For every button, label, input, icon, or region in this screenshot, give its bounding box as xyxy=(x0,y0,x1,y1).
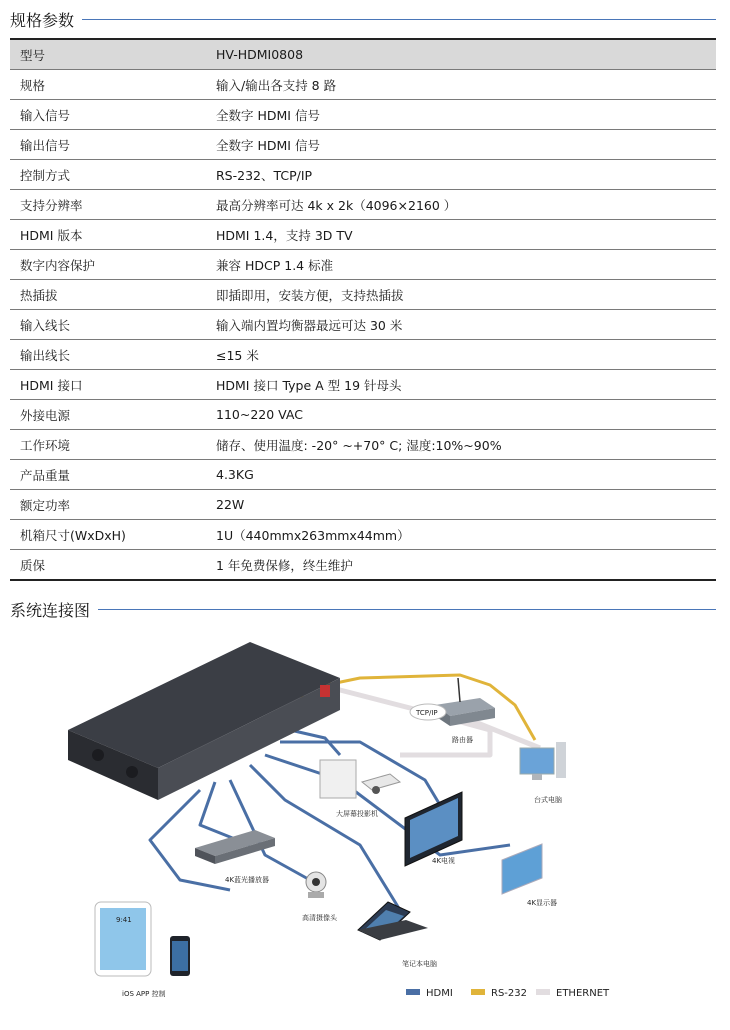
spec-key: 机箱尺寸(WxDxH) xyxy=(10,520,206,550)
spec-table-body xyxy=(10,39,716,580)
connection-section-header xyxy=(10,598,716,621)
spec-key: 额定功率 xyxy=(10,490,206,520)
bluray-label: 4K蓝光播放器 xyxy=(225,876,270,884)
spec-row xyxy=(10,550,716,581)
spec-value: HDMI 接口 Type A 型 19 针母头 xyxy=(206,370,716,400)
spec-key: 热插拔 xyxy=(10,280,206,310)
spec-value: 最高分辨率可达 4k x 2k（4096×2160 ） xyxy=(206,190,716,220)
spec-value: RS-232、TCP/IP xyxy=(206,160,716,190)
monitor-label: 4K显示器 xyxy=(527,899,558,907)
spec-key: HDMI 接口 xyxy=(10,370,206,400)
bluray-player xyxy=(195,830,275,884)
laptop xyxy=(358,902,437,968)
hd-camera xyxy=(302,872,338,922)
spec-key: 输出信号 xyxy=(10,130,206,160)
legend-swatch-hdmi xyxy=(406,989,420,995)
cable-legend xyxy=(406,988,610,999)
spec-value: 储存、使用温度: -20° ~+70° C; 湿度:10%~90% xyxy=(206,430,716,460)
ios-devices xyxy=(95,902,190,998)
spec-row xyxy=(10,310,716,340)
spec-key: 数字内容保护 xyxy=(10,250,206,280)
spec-key: HDMI 版本 xyxy=(10,220,206,250)
camera-lens xyxy=(312,878,320,886)
spec-row xyxy=(10,100,716,130)
spec-row xyxy=(10,220,716,250)
spec-value: 22W xyxy=(206,490,716,520)
projector-lens xyxy=(372,786,380,794)
projector-body xyxy=(362,774,400,790)
spec-key: 产品重量 xyxy=(10,460,206,490)
ethernet-cable-router-pc xyxy=(470,720,540,748)
switcher-fan-left xyxy=(92,749,104,761)
tv-4k xyxy=(405,792,462,866)
spec-section-title: 规格参数 xyxy=(10,11,75,30)
spec-row xyxy=(10,280,716,310)
spec-row xyxy=(10,70,716,100)
desktop-pc xyxy=(520,742,566,804)
spec-value: 4.3KG xyxy=(206,460,716,490)
spec-value: 输入/输出各支持 8 路 xyxy=(206,70,716,100)
spec-key: 质保 xyxy=(10,550,206,581)
tcpip-label: TCP/IP xyxy=(416,709,438,717)
spec-row xyxy=(10,370,716,400)
spec-key: 外接电源 xyxy=(10,400,206,430)
laptop-label: 笔记本电脑 xyxy=(402,960,437,968)
spec-value: 110~220 VAC xyxy=(206,400,716,430)
legend-swatch-rs232 xyxy=(471,989,485,995)
spec-key: 规格 xyxy=(10,70,206,100)
legend-swatch-ethernet xyxy=(536,989,550,995)
spec-key: 支持分辨率 xyxy=(10,190,206,220)
connection-diagram xyxy=(40,630,700,1020)
spec-row xyxy=(10,520,716,550)
spec-row xyxy=(10,130,716,160)
camera-base xyxy=(308,892,324,898)
spec-value: 即插即用，安装方便，支持热插拔 xyxy=(206,280,716,310)
legend-label-ethernet: ETHERNET xyxy=(556,988,610,999)
spec-row xyxy=(10,190,716,220)
iphone-screen xyxy=(172,941,188,971)
monitor-screen xyxy=(502,844,542,894)
projector-screen xyxy=(320,760,356,798)
router-antenna xyxy=(458,678,460,702)
hdmi-cable-monitor xyxy=(265,755,510,855)
spec-value: 全数字 HDMI 信号 xyxy=(206,100,716,130)
connection-diagram-svg xyxy=(40,630,700,1020)
desktop-stand xyxy=(532,774,542,780)
desktop-tower xyxy=(556,742,566,778)
legend-label-rs232: RS-232 xyxy=(491,988,527,999)
switcher-power-switch xyxy=(320,685,330,697)
spec-row xyxy=(10,39,716,70)
spec-row xyxy=(10,490,716,520)
ios-label: iOS APP 控制 xyxy=(122,990,166,998)
spec-section-rule xyxy=(82,19,716,20)
legend-label-hdmi: HDMI xyxy=(426,988,453,999)
spec-key: 输出线长 xyxy=(10,340,206,370)
projector-label: 大屏幕投影机 xyxy=(336,810,378,818)
spec-section-header xyxy=(10,8,716,31)
monitor-4k xyxy=(502,844,557,907)
hdmi-cable-camera xyxy=(230,780,310,880)
spec-key: 输入线长 xyxy=(10,310,206,340)
spec-value: 兼容 HDCP 1.4 标准 xyxy=(206,250,716,280)
spec-value: HV-HDMI0808 xyxy=(206,39,716,70)
spec-key: 工作环境 xyxy=(10,430,206,460)
hdmi-cable-bluray-2 xyxy=(150,790,230,890)
spec-key: 输入信号 xyxy=(10,100,206,130)
spec-value: HDMI 1.4，支持 3D TV xyxy=(206,220,716,250)
desktop-monitor xyxy=(520,748,554,774)
router-label: 路由器 xyxy=(452,736,473,744)
spec-key: 型号 xyxy=(10,39,206,70)
spec-row xyxy=(10,340,716,370)
camera-label: 高清摄像头 xyxy=(302,914,337,922)
projector xyxy=(320,760,400,818)
connection-section-rule xyxy=(98,609,716,610)
desktop-label: 台式电脑 xyxy=(534,796,562,804)
spec-row xyxy=(10,430,716,460)
switcher-fan-right xyxy=(126,766,138,778)
spec-row xyxy=(10,250,716,280)
router xyxy=(410,678,495,744)
spec-row xyxy=(10,460,716,490)
spec-key: 控制方式 xyxy=(10,160,206,190)
ipad-time: 9:41 xyxy=(116,916,132,924)
spec-value: 1 年免费保修，终生维护 xyxy=(206,550,716,581)
spec-row xyxy=(10,160,716,190)
spec-value: ≤15 米 xyxy=(206,340,716,370)
spec-value: 1U（440mmx263mmx44mm） xyxy=(206,520,716,550)
spec-table xyxy=(10,38,716,581)
spec-row xyxy=(10,400,716,430)
tv-label: 4K电视 xyxy=(432,857,456,865)
matrix-switcher xyxy=(68,642,340,800)
spec-value: 输入端内置均衡器最远可达 30 米 xyxy=(206,310,716,340)
connection-section-title: 系统连接图 xyxy=(10,601,91,620)
spec-value: 全数字 HDMI 信号 xyxy=(206,130,716,160)
